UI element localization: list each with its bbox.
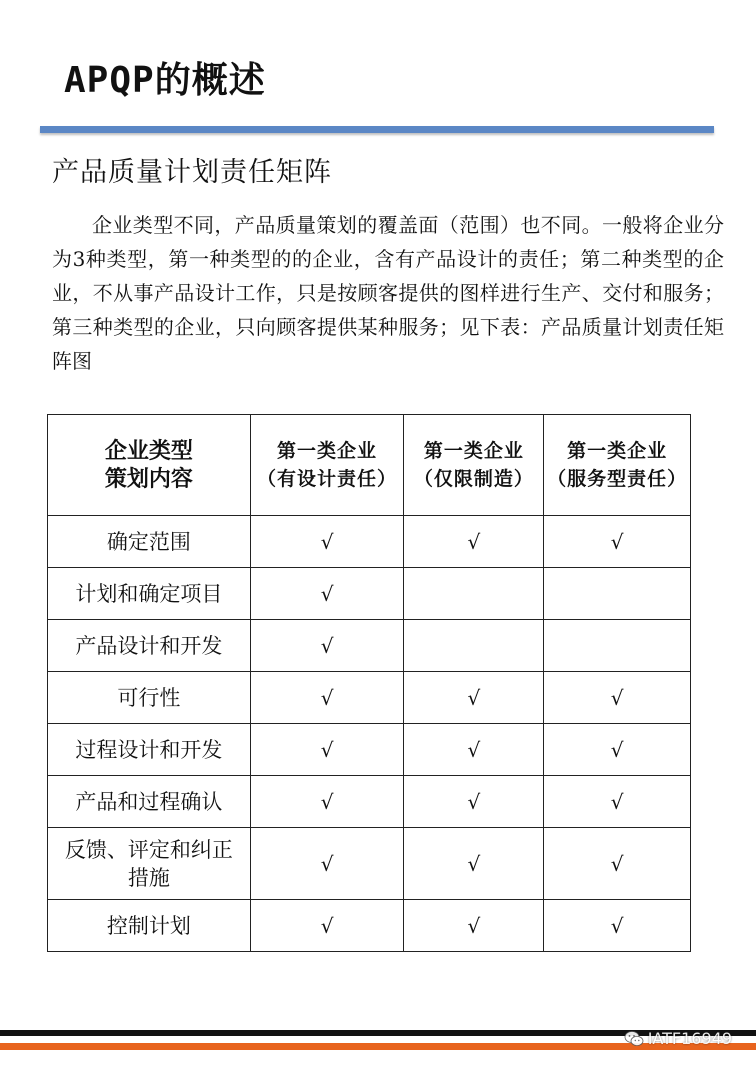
page-title	[64, 52, 266, 103]
table-header-row	[48, 415, 691, 516]
intro-paragraph: 企业类型不同，产品质量策划的覆盖面（范围）也不同。一般将企业分为3种类型，第一种类型的的企业，含有产品设计的责任；第二种类型的企业，不从事产品设计工作，只是按顾客提供的图样进行生产、交付和服务；第三种类型的企业，只向顾客提供某种服务；见下表：产品质量计划责任矩阵图	[52, 213, 724, 373]
title-divider	[40, 126, 714, 133]
column-header-line-1: 第一类企业	[567, 440, 668, 462]
check-mark: √	[544, 900, 691, 952]
check-mark: √	[250, 620, 404, 672]
row-label: 计划和确定项目	[48, 568, 251, 620]
check-mark: √	[544, 672, 691, 724]
responsibility-matrix-table	[47, 414, 691, 952]
table-row	[48, 776, 691, 828]
wechat-icon	[624, 1030, 644, 1048]
check-mark: √	[404, 900, 544, 952]
check-mark	[544, 620, 691, 672]
row-label: 产品和过程确认	[48, 776, 251, 828]
row-label: 反馈、评定和纠正措施	[48, 828, 251, 900]
check-mark: √	[250, 724, 404, 776]
watermark-text: IATF16949	[647, 1029, 732, 1048]
check-mark: √	[250, 828, 404, 900]
column-header-service	[544, 415, 691, 516]
table-row	[48, 724, 691, 776]
table-row	[48, 568, 691, 620]
check-mark: √	[544, 516, 691, 568]
page-title-cjk: 的概述	[154, 59, 266, 101]
column-header-line-2: （仅限制造）	[413, 468, 534, 490]
row-label: 控制计划	[48, 900, 251, 952]
page-title-latin: APQP	[64, 60, 155, 101]
row-label: 确定范围	[48, 516, 251, 568]
row-label: 过程设计和开发	[48, 724, 251, 776]
check-mark: √	[404, 776, 544, 828]
column-header-line-2: （服务型责任）	[547, 468, 688, 490]
check-mark: √	[250, 900, 404, 952]
check-mark: √	[250, 516, 404, 568]
table-row	[48, 620, 691, 672]
check-mark	[404, 620, 544, 672]
check-mark: √	[250, 776, 404, 828]
row-label: 产品设计和开发	[48, 620, 251, 672]
check-mark: √	[404, 724, 544, 776]
table-corner-header	[48, 415, 251, 516]
section-subtitle: 产品质量计划责任矩阵	[52, 157, 332, 188]
check-mark: √	[544, 828, 691, 900]
check-mark	[404, 568, 544, 620]
check-mark: √	[404, 828, 544, 900]
check-mark: √	[404, 516, 544, 568]
table-row	[48, 516, 691, 568]
column-header-line-1: 第一类企业	[423, 440, 524, 462]
watermark	[624, 1029, 732, 1048]
check-mark: √	[250, 672, 404, 724]
corner-line-1: 企业类型	[104, 438, 193, 464]
column-header-line-2: （有设计责任）	[257, 468, 398, 490]
check-mark: √	[544, 776, 691, 828]
table-row	[48, 828, 691, 900]
corner-line-2: 策划内容	[104, 466, 193, 492]
column-header-design	[250, 415, 404, 516]
column-header-manufacturing	[404, 415, 544, 516]
check-mark: √	[544, 724, 691, 776]
table-row	[48, 900, 691, 952]
column-header-line-1: 第一类企业	[277, 440, 378, 462]
check-mark	[544, 568, 691, 620]
row-label: 可行性	[48, 672, 251, 724]
check-mark: √	[250, 568, 404, 620]
check-mark: √	[404, 672, 544, 724]
table-row	[48, 672, 691, 724]
